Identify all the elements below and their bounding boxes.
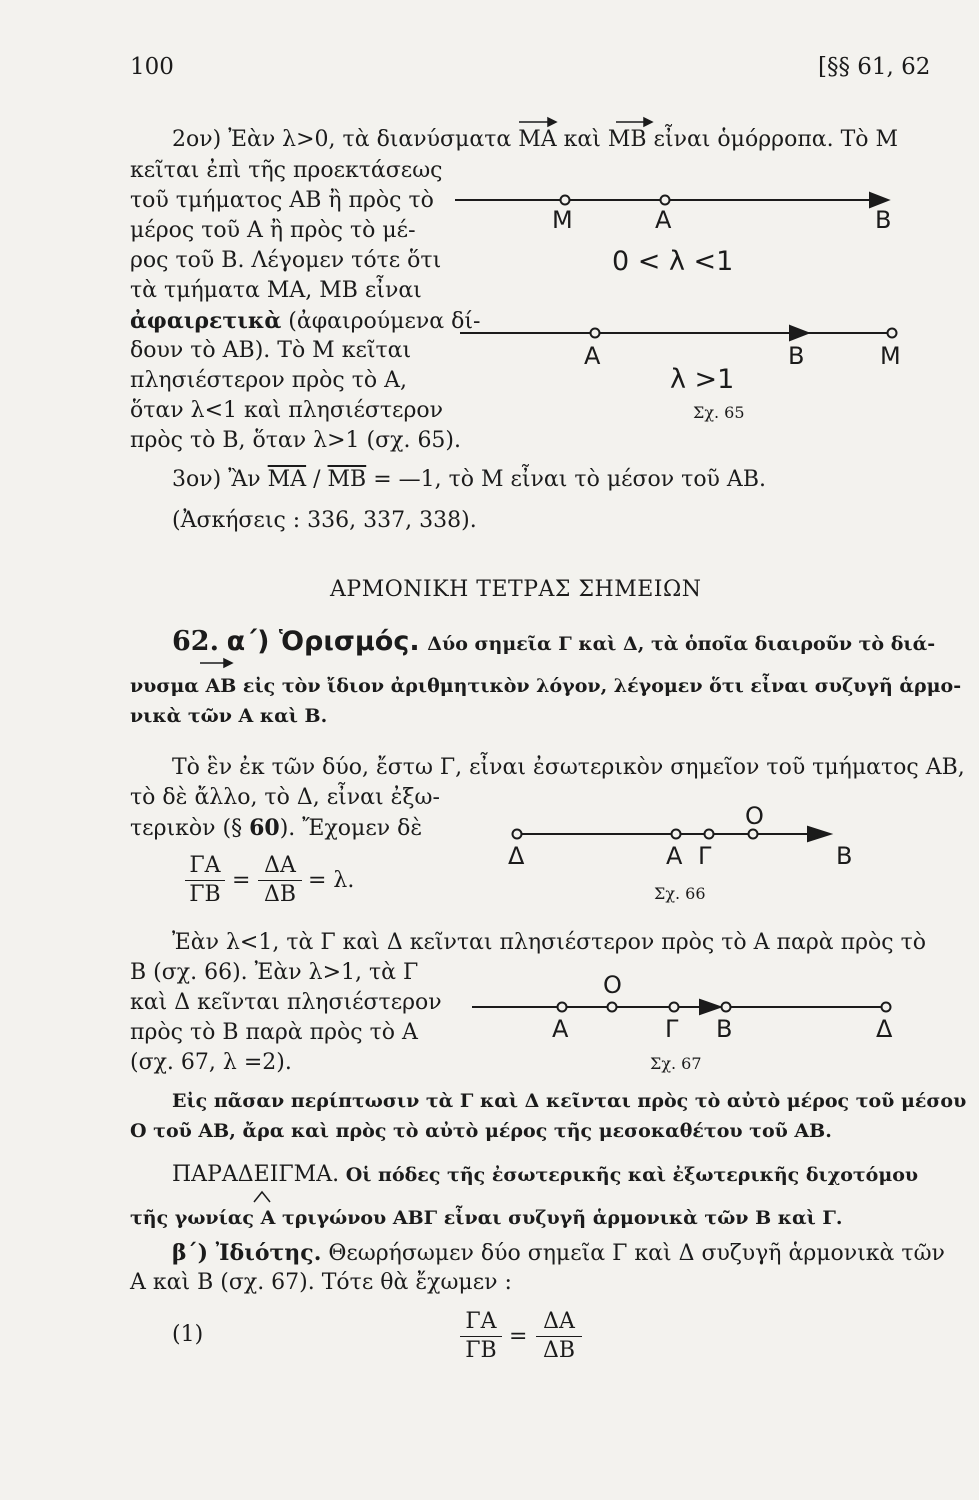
figure-67	[460, 965, 920, 1075]
fig66-point-o	[749, 830, 758, 839]
fig67-point-b	[722, 1003, 731, 1012]
fig67-label-d: Δ	[876, 1015, 893, 1043]
fig65-top-point-m	[561, 196, 570, 205]
case2-line10: ὅταν λ<1 καὶ πλησιέστερον	[130, 398, 443, 423]
fig67-label-b: B	[716, 1015, 733, 1043]
case2-line5: ρος τοῦ Β. Λέγομεν τότε ὅτι	[130, 248, 442, 273]
fig66-point-g	[705, 830, 714, 839]
fig65-bottom-point-m	[888, 329, 897, 338]
fig66-point-a	[672, 830, 681, 839]
fig67-label-a: A	[552, 1015, 569, 1043]
fig65-label-m-bottom: M	[880, 342, 901, 370]
frac2-den: ΔΒ	[263, 882, 297, 907]
eq1-den2: ΔΒ	[542, 1338, 576, 1363]
fig65-condition-top: 0 < λ <1	[612, 246, 734, 277]
fig67-point-a	[558, 1003, 567, 1012]
fig67-label-o: O	[603, 971, 622, 999]
case3-slash: /	[306, 467, 328, 492]
fraction-da-db	[258, 852, 302, 909]
fig66-label-g: Γ	[698, 842, 712, 870]
para2-line1: Ἐὰν λ<1, τὰ Γ καὶ Δ κεῖνται πλησιέστερον πρὸς τὸ Α παρὰ πρὸς τὸ	[172, 930, 926, 955]
para1-line2: τὸ δὲ ἄλλο, τὸ Δ, εἶναι ἐξω-	[130, 785, 440, 810]
case2-line2: κεῖται ἐπὶ τῆς προεκτάσεως	[130, 158, 443, 183]
para1-section-ref: 60	[249, 815, 280, 841]
equals-sign-1: =	[232, 868, 251, 893]
fig66-label-o: O	[745, 802, 764, 830]
fig67-label-g: Γ	[665, 1015, 679, 1043]
example-text1: Οἱ πόδες τῆς ἐσωτερικῆς καὶ ἐξωτερικῆς διχοτόμου	[339, 1164, 919, 1186]
fig65-label-m-top: M	[552, 206, 573, 234]
fig66-label-b: B	[836, 842, 853, 870]
case3-mb: $\overline{MB}$	[327, 467, 367, 492]
fig65-condition-bottom: λ >1	[670, 364, 735, 395]
para1-line1: Τὸ ἓν ἐκ τῶν δύο, ἔστω Γ, εἶναι ἐσωτερικὸν σημεῖον τοῦ τμήματος ΑΒ,	[172, 755, 965, 780]
case2-line3: τοῦ τμήματος ΑΒ ἢ πρὸς τὸ	[130, 188, 434, 213]
fig66-arrowhead	[808, 827, 830, 841]
def62-number: 62.	[172, 626, 219, 657]
fig65-label-a-top: A	[655, 206, 672, 234]
frac2-num: ΔΑ	[258, 852, 302, 881]
fig65-label-b-bottom: B	[788, 342, 805, 370]
case3-ma: $\overline{MA}$	[267, 467, 307, 492]
fig65-caption: Σχ. 65	[693, 403, 745, 422]
para2-line2: Β (σχ. 66). Ἐὰν λ>1, τὰ Γ	[130, 960, 419, 985]
fig67-point-d	[882, 1003, 891, 1012]
def62-line2: νυσμα ΑΒ εἰς τὸν ἴδιον ἀριθμητικὸν λόγον, λέγομεν ὅτι εἶναι συζυγῆ ἁρμο-	[130, 675, 962, 697]
eq1-fraction-right	[536, 1308, 582, 1365]
vector-arrows	[0, 0, 979, 140]
property-line1	[172, 1238, 945, 1269]
vector-ab-arrow	[198, 655, 238, 671]
fig65-bottom-arrowhead	[790, 326, 808, 340]
bold-para-line2: Ο τοῦ ΑΒ, ἄρα καὶ πρὸς τὸ αὐτὸ μέρος τῆς μεσοκαθέτου τοῦ ΑΒ.	[130, 1120, 832, 1142]
eq1-den1: ΓΒ	[465, 1338, 497, 1363]
para2-line5: (σχ. 67, λ =2).	[130, 1050, 292, 1075]
property-line2: Α καὶ Β (σχ. 67). Τότε θὰ ἔχωμεν :	[130, 1270, 512, 1295]
frac1-num: ΓΑ	[185, 852, 225, 881]
fig66-label-a: A	[666, 842, 683, 870]
bold-term: ἀφαιρετικὰ	[130, 308, 282, 334]
def62-text1: Δύο σημεῖα Γ καὶ Δ, τὰ ὁποῖα διαιροῦν τὸ διά-	[427, 633, 936, 655]
section-title: ΑΡΜΟΝΙΚΗ ΤΕΤΡΑΣ ΣΗΜΕΙΩΝ	[330, 577, 702, 602]
case3-line	[172, 465, 766, 495]
eq1-equals: =	[509, 1324, 528, 1349]
fig66-caption: Σχ. 66	[654, 884, 706, 903]
para2-line3: καὶ Δ κεῖνται πλησιέστερον	[130, 990, 442, 1015]
para1-line3a: τερικὸν (§	[130, 816, 250, 841]
equals-lambda: = λ.	[308, 868, 355, 893]
fig66-label-d: Δ	[508, 842, 525, 870]
example-label: ΠΑΡΑΔΕΙΓΜΑ.	[172, 1162, 340, 1187]
case2-line9: πλησιέστερον πρὸς τὸ Α,	[130, 368, 407, 393]
fig67-point-g	[670, 1003, 679, 1012]
example-line1	[172, 1160, 918, 1190]
property-text1: Θεωρήσωμεν δύο σημεῖα Γ καὶ Δ συζυγῆ ἁρμονικὰ τῶν	[321, 1241, 945, 1266]
angle-hat	[252, 1190, 272, 1204]
fig65-top-point-a	[661, 196, 670, 205]
eq1-num2: ΔΑ	[536, 1308, 582, 1337]
exercises-ref: (Ἀσκήσεις : 336, 337, 338).	[172, 508, 477, 533]
eq1-num1: ΓΑ	[460, 1308, 502, 1337]
fig65-bottom-point-a	[591, 329, 600, 338]
case2-line8: δουν τὸ ΑΒ). Τὸ Μ κεῖται	[130, 338, 412, 363]
fig65-label-a-bottom: A	[584, 342, 601, 370]
para2-line4: πρὸς τὸ Β παρὰ πρὸς τὸ Α	[130, 1020, 418, 1045]
def62-line1	[172, 627, 935, 659]
para1-line3	[130, 813, 422, 844]
page-number: 100	[130, 54, 174, 80]
case3-suffix: = —1, τὸ Μ εἶναι τὸ μέσον τοῦ ΑΒ.	[366, 467, 766, 492]
para1-line3c: ). Ἔχομεν δὲ	[279, 816, 423, 841]
def62-line3: νικὰ τῶν Α καὶ Β.	[130, 705, 328, 727]
figure-65	[440, 180, 920, 430]
property-label: β΄) Ἰδιότης.	[172, 1240, 322, 1266]
def62-label: α΄) Ὁρισμός.	[226, 626, 420, 657]
case2-line11: πρὸς τὸ Β, ὅταν λ>1 (σχ. 65).	[130, 428, 462, 453]
case2-line1: 2ον) Ἐὰν λ>0, τὰ διανύσματα MA καὶ MB εἶναι ὁμόρροπα. Τὸ Μ	[172, 127, 899, 152]
fraction-ga-gb	[185, 852, 225, 909]
fig66-point-d	[513, 830, 522, 839]
fig67-caption: Σχ. 67	[650, 1054, 702, 1073]
bold-para-line1: Εἰς πᾶσαν περίπτωσιν τὰ Γ καὶ Δ κεῖνται πρὸς τὸ αὐτὸ μέρος τοῦ μέσου	[172, 1090, 967, 1112]
equation-label: (1)	[172, 1322, 204, 1347]
eq1-fraction-left	[460, 1308, 502, 1365]
fig67-arrowhead	[700, 1000, 720, 1014]
case2-line7	[130, 306, 480, 337]
case2-line4: μέρος τοῦ Α ἢ πρὸς τὸ μέ-	[130, 218, 416, 243]
fig65-top-arrowhead	[870, 193, 888, 207]
fig67-point-o	[608, 1003, 617, 1012]
case2-line6: τὰ τμήματα ΜΑ, ΜΒ εἶναι	[130, 278, 422, 303]
figure-66	[490, 800, 890, 910]
case3-prefix: 3ον) Ἂν	[172, 467, 268, 492]
case2-line7-rest: (ἀφαιρούμενα δί-	[281, 309, 481, 334]
section-reference: [§§ 61, 62	[818, 54, 931, 80]
frac1-den: ΓΒ	[189, 882, 221, 907]
fig65-label-b-top: B	[875, 206, 892, 234]
example-line2: τῆς γωνίας Α τριγώνου ΑΒΓ εἶναι συζυγῆ ἁρμονικὰ τῶν Β καὶ Γ.	[130, 1207, 843, 1229]
